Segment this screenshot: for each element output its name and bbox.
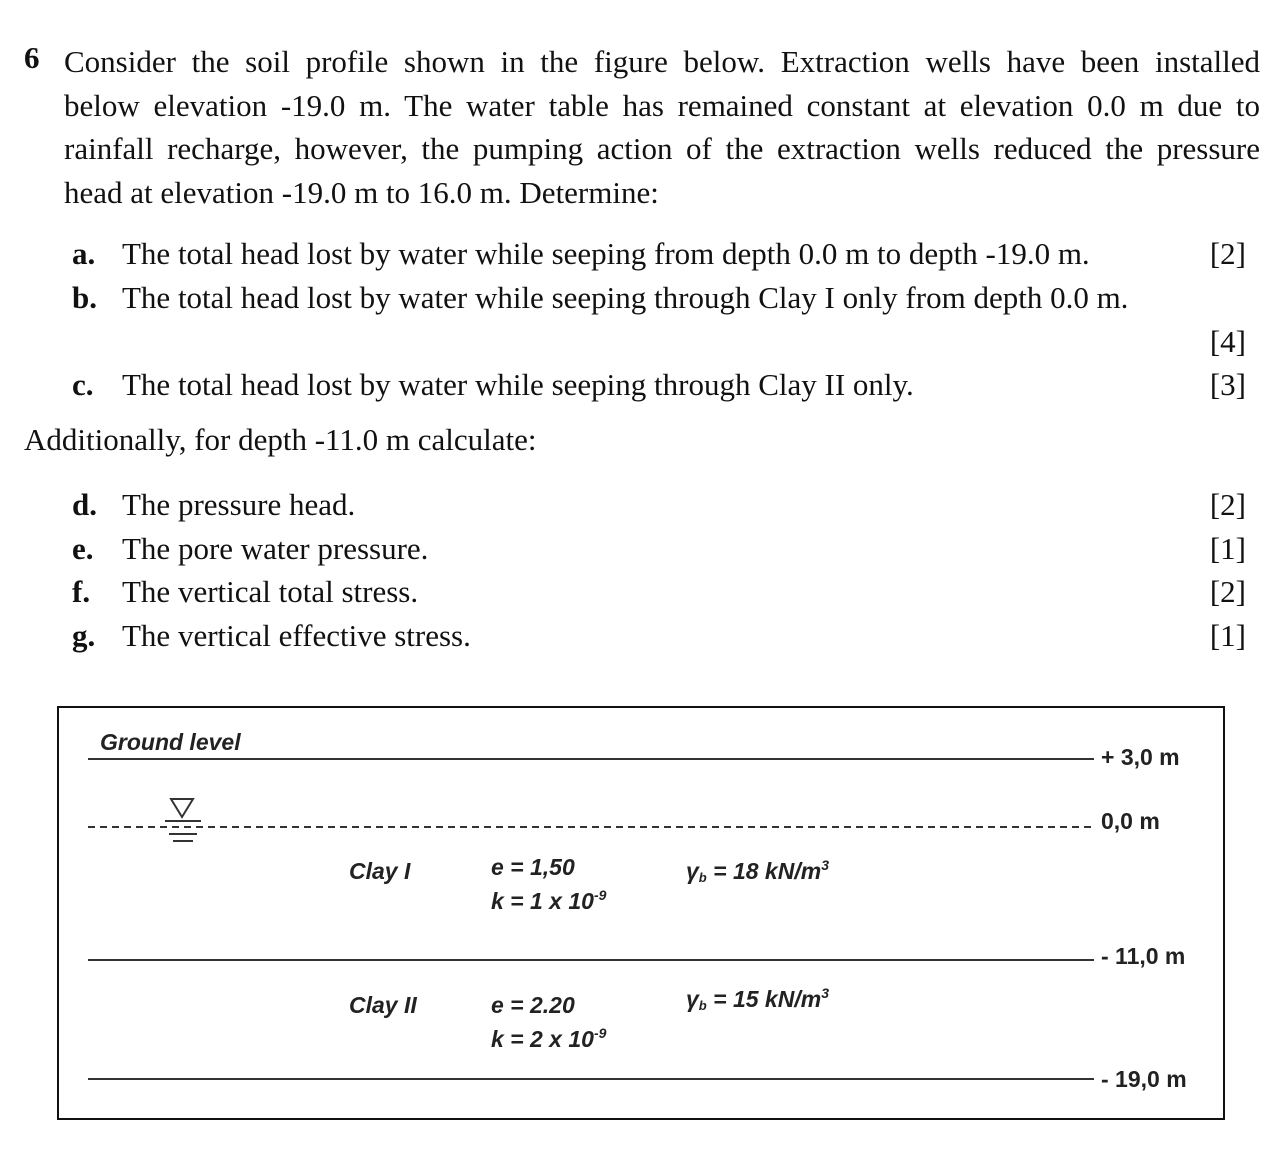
elevation-label: - 11,0 m	[1101, 943, 1186, 969]
part-g-text: The vertical effective stress.	[122, 618, 471, 653]
layer-unit-weight: $\gamma_b = 18$ $kN/m^3$	[686, 857, 829, 885]
part-b-text: The total head lost by water while seeping through Clay I only from depth 0.0 m.	[122, 280, 1129, 315]
part-c-marks: [3]	[1209, 367, 1246, 402]
part-g-marks: [1]	[1209, 618, 1246, 653]
part-d-text: The pressure head.	[122, 487, 356, 522]
intro-line: head at elevation -19.0 m to 16.0 m. Determine:	[64, 174, 659, 210]
layer-permeability: k = 1 x $10^{-9}$	[491, 887, 607, 914]
water-table-triangle-icon	[165, 799, 201, 841]
part-d-letter: d.	[72, 487, 97, 522]
part-e-text: The pore water pressure.	[122, 531, 429, 566]
intro-line: Consider the soil profile shown in the figure below. Extraction wells have been installed	[64, 44, 1260, 79]
layer-void-ratio: e = 1,50	[491, 854, 575, 880]
intro-line: below elevation -19.0 m. The water table has remained constant at elevation 0.0 m due to	[64, 87, 1260, 123]
soil-profile-lines	[59, 708, 1223, 1118]
part-a-text: The total head lost by water while seeping from depth 0.0 m to depth -19.0 m.	[122, 236, 1090, 271]
part-c-text: The total head lost by water while seeping through Clay II only.	[122, 367, 914, 402]
ground-level-label: Ground level	[100, 729, 241, 755]
layer-name: Clay I	[349, 858, 411, 884]
elevation-label: 0,0 m	[1101, 808, 1160, 834]
part-b-marks: [4]	[1209, 324, 1246, 359]
soil-profile-figure	[57, 706, 1225, 1120]
intro-line: rainfall recharge, however, the pumping action of the extraction wells reduced the pressure	[64, 131, 1260, 166]
question-number: 6	[24, 40, 40, 75]
part-a-marks: [2]	[1209, 236, 1246, 271]
part-a-letter: a.	[72, 236, 96, 271]
layer-name: Clay II	[349, 992, 417, 1018]
part-f-marks: [2]	[1209, 574, 1246, 609]
layer-unit-weight: $\gamma_b = 15$ $kN/m^3$	[686, 985, 829, 1013]
elevation-label: + 3,0 m	[1101, 744, 1180, 770]
part-g-letter: g.	[72, 618, 96, 653]
part-f-text: The vertical total stress.	[122, 574, 419, 609]
part-e-letter: e.	[72, 531, 94, 566]
question-intro	[64, 40, 1260, 214]
part-e-marks: [1]	[1209, 531, 1246, 566]
additional-instruction: Additionally, for depth -11.0 m calculate:	[24, 422, 537, 457]
part-d-marks: [2]	[1209, 487, 1246, 522]
layer-void-ratio: e = 2.20	[491, 992, 575, 1018]
elevation-label: - 19,0 m	[1101, 1066, 1187, 1092]
part-c-letter: c.	[72, 367, 94, 402]
part-f-letter: f.	[72, 574, 91, 609]
part-b-letter: b.	[72, 280, 97, 315]
layer-permeability: k = 2 x $10^{-9}$	[491, 1025, 607, 1052]
